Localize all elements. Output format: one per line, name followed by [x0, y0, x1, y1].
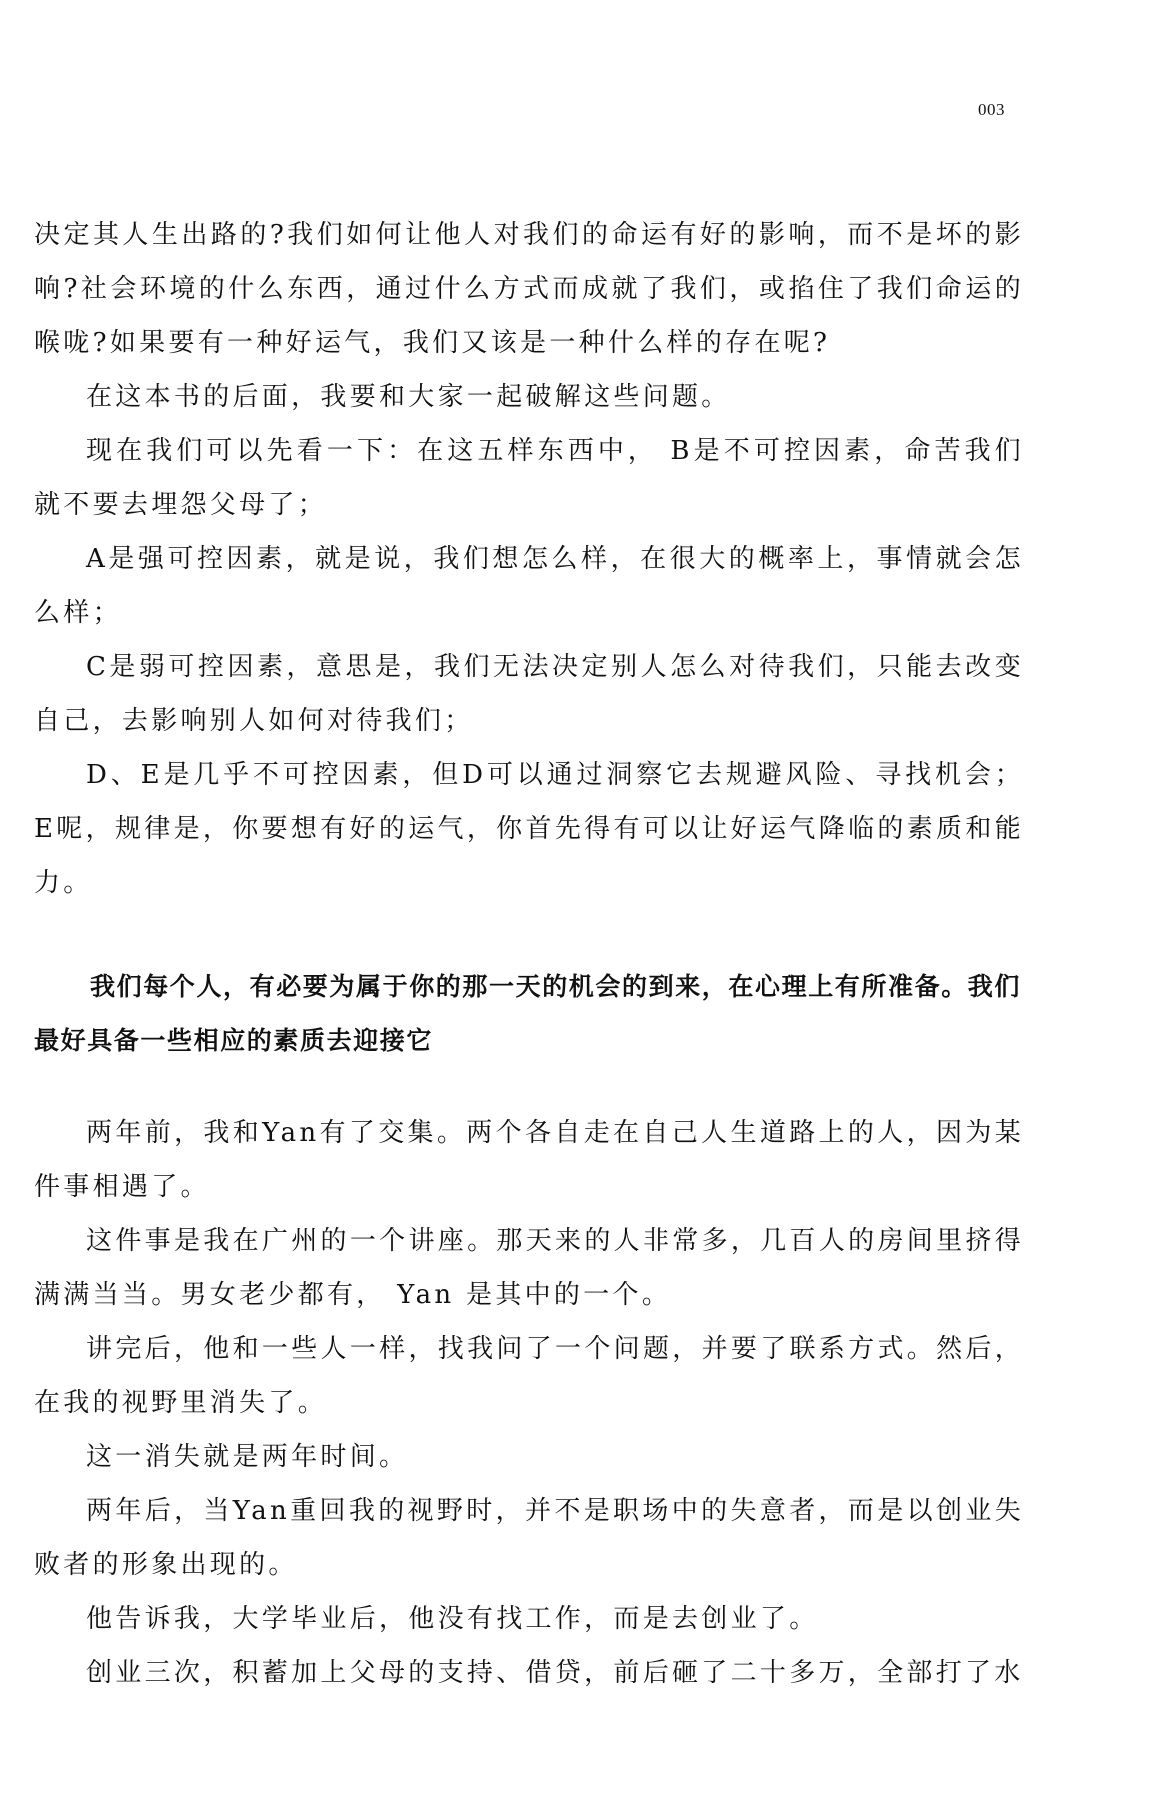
paragraph: A是强可控因素，就是说，我们想怎么样，在很大的概率上，事情就会怎么样；	[34, 544, 1024, 628]
paragraph: 现在我们可以先看一下：在这五样东西中， B是不可控因素，命苦我们就不要去埋怨父母了；	[34, 436, 1024, 520]
section-heading-block	[34, 960, 1024, 1068]
section-heading: 我们每个人，有必要为属于你的那一天的机会的到来，在心理上有所准备。我们最好具备一些相应的素质去迎接它	[34, 972, 1022, 1055]
paragraph: D、E是几乎不可控因素，但D可以通过洞察它去规避风险、寻找机会； E呢，规律是，你要想有好的运气，你首先得有可以让好运气降临的素质和能力。	[34, 760, 1024, 898]
paragraph: 在这本书的后面，我要和大家一起破解这些问题。	[86, 382, 731, 412]
paragraph: 他告诉我，大学毕业后，他没有找工作，而是去创业了。	[86, 1604, 819, 1634]
paragraph: C是弱可控因素，意思是，我们无法决定别人怎么对待我们，只能去改变自己，去影响别人如何对待我们；	[34, 652, 1024, 736]
paragraph: 这件事是我在广州的一个讲座。那天来的人非常多，几百人的房间里挤得满满当当。男女老少都有， Yan 是其中的一个。	[34, 1226, 1024, 1310]
intro-section	[34, 208, 1024, 910]
page-number: 003	[978, 100, 1005, 119]
paragraph: 两年后，当Yan重回我的视野时，并不是职场中的失意者，而是以创业失败者的形象出现的。	[34, 1496, 1024, 1580]
paragraph: 两年前，我和Yan有了交集。两个各自走在自己人生道路上的人，因为某件事相遇了。	[34, 1118, 1024, 1202]
paragraph-continuation: 决定其人生出路的?我们如何让他人对我们的命运有好的影响，而不是坏的影响?社会环境的什么东西，通过什么方式而成就了我们，或掐住了我们命运的喉咙?如果要有一种好运气，我们又该是一种什么样的存在呢?	[34, 220, 1024, 358]
story-section	[34, 1106, 1024, 1700]
paragraph: 这一消失就是两年时间。	[86, 1442, 409, 1472]
paragraph: 讲完后，他和一些人一样，找我问了一个问题，并要了联系方式。然后，在我的视野里消失了。	[34, 1334, 1024, 1418]
paragraph: 创业三次，积蓄加上父母的支持、借贷，前后砸了二十多万，全部打了水	[86, 1658, 1024, 1688]
